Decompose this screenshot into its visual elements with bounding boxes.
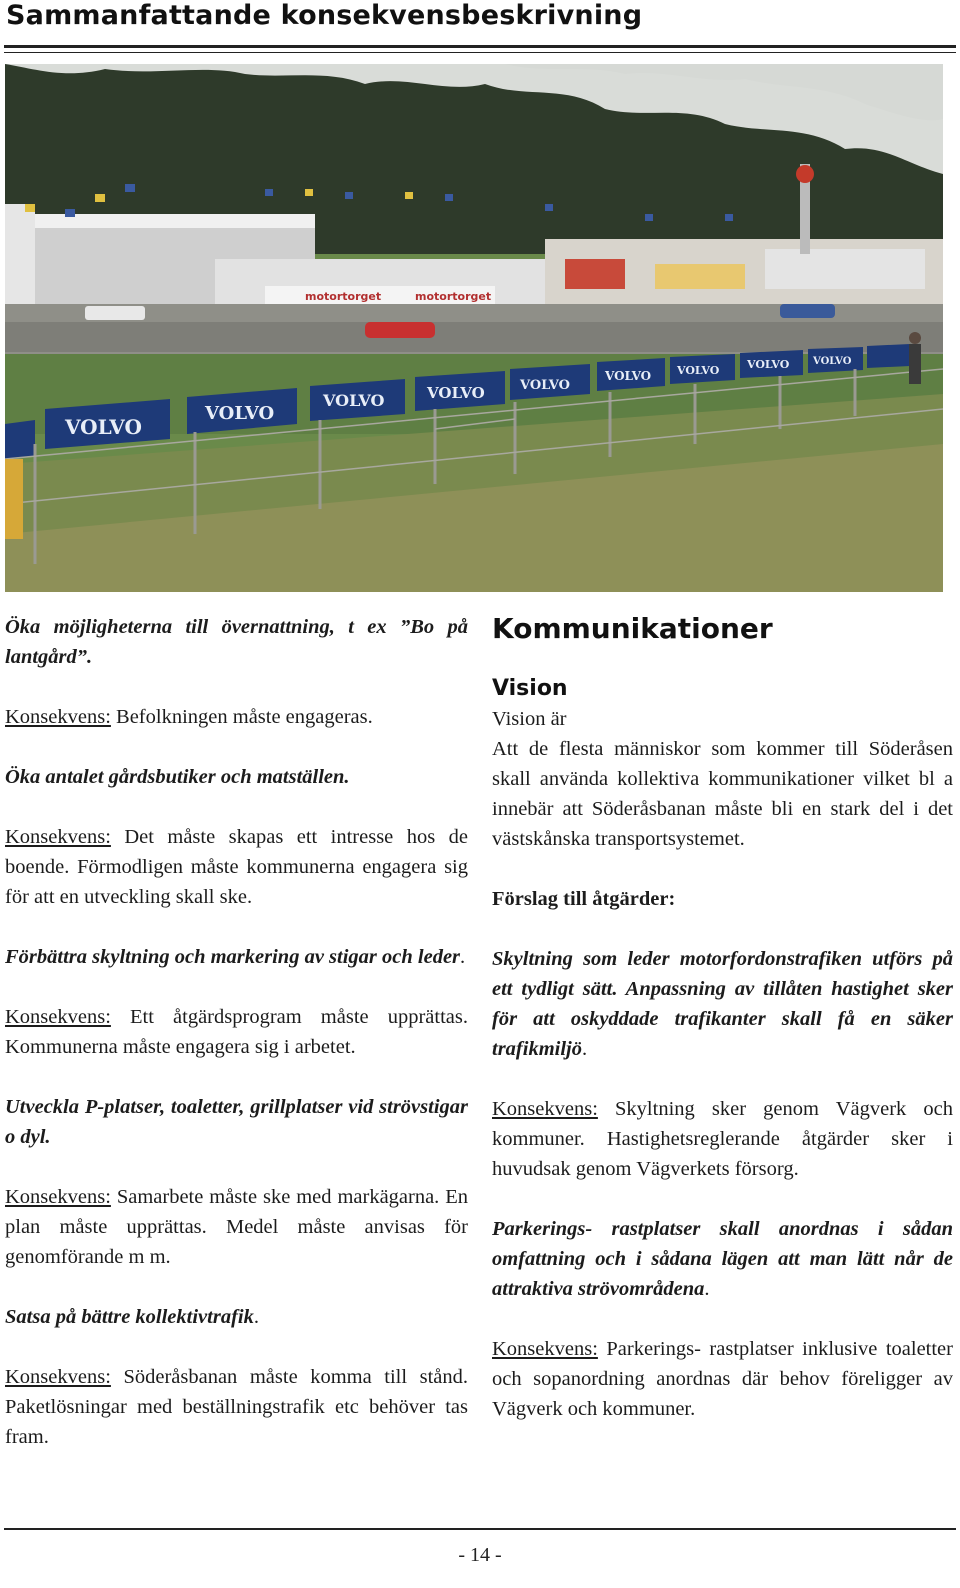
consequence-text: Parkerings- rastplatser inklusive toaletter och sopanordning anordnas där behov föreligger av Vägverk och kommuner. xyxy=(492,1338,953,1420)
proposal-farmshops xyxy=(5,762,468,792)
proposal-heading: Skyltning som leder motorfordonstrafiken utförs på ett tydligt sätt. Anpassning av tillåten hastighet sker för att oskyddade trafikanter skall få en säker trafikmiljö xyxy=(492,948,953,1060)
proposal-transit xyxy=(5,1302,468,1332)
consequence-text: Samarbete måste ske med markägarna. En plan måste upprättas. Medel måste anvisas för genomförande m m. xyxy=(5,1186,468,1268)
banner-volvo-4: VOLVO xyxy=(427,384,485,402)
consequence-text: Skyltning sker genom Vägverk och kommuner. Hastighetsreglerande åtgärder sker i huvudsak genom Vägverkets försorg. xyxy=(492,1098,953,1180)
footer-rule xyxy=(4,1528,956,1530)
banner-volvo-1: VOLVO xyxy=(65,415,142,439)
header-rule xyxy=(4,45,956,48)
proposal-heading: Öka möjligheterna till övernattning, t ex ”Bo på lantgård”. xyxy=(5,616,468,668)
proposal-tail: . xyxy=(460,946,466,968)
consequence-text: Söderåsbanan måste komma till stånd. Paketlösningar med beställningstrafik etc behöver tas fram. xyxy=(5,1366,468,1448)
proposal-heading: Öka antalet gårdsbutiker och matställen. xyxy=(5,766,350,788)
page-title: Sammanfattande konsekvensbeskrivning xyxy=(6,0,643,31)
proposals-heading: Förslag till åtgärder: xyxy=(492,888,676,910)
section-heading: Kommunikationer xyxy=(492,612,773,645)
consequence-paragraph xyxy=(492,1334,953,1424)
proposal-overnight xyxy=(5,612,468,672)
consequence-label: Konsekvens: xyxy=(5,706,111,728)
consequence-paragraph xyxy=(5,702,468,732)
proposal-parking xyxy=(5,1092,468,1152)
consequence-paragraph xyxy=(492,1094,953,1184)
consequence-paragraph xyxy=(5,1362,468,1452)
proposal-signage xyxy=(5,942,468,972)
consequence-text: Det måste skapas ett intresse hos de boende. Förmodligen måste kommunerna engagera sig för att en utveckling skall ske. xyxy=(5,826,468,908)
consequence-label: Konsekvens: xyxy=(5,1186,111,1208)
consequence-label: Konsekvens: xyxy=(5,1006,111,1028)
right-column xyxy=(492,612,953,1424)
proposal-tail: . xyxy=(704,1278,710,1300)
banner-volvo-3: VOLVO xyxy=(323,391,385,410)
consequence-paragraph xyxy=(5,822,468,912)
proposal-heading: Förbättra skyltning och markering av stigar och leder xyxy=(5,946,461,968)
banner-volvo-6: VOLVO xyxy=(605,369,652,383)
proposal-rest-areas xyxy=(492,1214,953,1304)
sign-motortorget-2: motortorget xyxy=(415,290,492,303)
sign-motortorget: motortorget xyxy=(305,290,382,303)
consequence-label: Konsekvens: xyxy=(5,826,111,848)
vision-text: Att de flesta människor som kommer till Söderåsen skall använda kollektiva kommunikationer vilket bl a innebär att Söderåsbanan måste bli en stark del i det västskånska transportsystemet. xyxy=(492,738,953,850)
proposal-traffic-signage xyxy=(492,944,953,1064)
banner-volvo-9: VOLVO xyxy=(813,356,852,367)
consequence-label: Konsekvens: xyxy=(492,1338,598,1360)
proposal-heading: Satsa på bättre kollektivtrafik xyxy=(5,1306,254,1328)
banner-volvo-2: VOLVO xyxy=(205,403,275,424)
vision-intro: Vision är xyxy=(492,708,567,730)
consequence-text: Befolkningen måste engageras. xyxy=(110,706,373,728)
proposal-heading: Utveckla P-platser, toaletter, grillplatser vid strövstigar o dyl. xyxy=(5,1096,468,1148)
consequence-text: Ett åtgärdsprogram måste upprättas. Kommunerna måste engagera sig i arbetet. xyxy=(5,1006,468,1058)
page-number: - 14 - xyxy=(458,1544,502,1566)
banner-volvo-8: VOLVO xyxy=(747,358,790,371)
proposal-tail: . xyxy=(581,1038,588,1060)
left-column xyxy=(5,612,468,1452)
consequence-label: Konsekvens: xyxy=(492,1098,598,1120)
banner-volvo-5: VOLVO xyxy=(520,378,570,393)
banner-volvo-7: VOLVO xyxy=(677,364,720,377)
consequence-paragraph xyxy=(5,1182,468,1272)
proposal-tail: . xyxy=(253,1306,259,1328)
racetrack-photo xyxy=(5,64,943,592)
header-rule-thin xyxy=(4,52,956,53)
consequence-paragraph xyxy=(5,1002,468,1062)
consequence-label: Konsekvens: xyxy=(5,1366,111,1388)
proposal-heading: Parkerings- rastplatser skall anordnas i sådan omfattning och i sådana lägen att man lätt når de attraktiva strövområdena xyxy=(492,1218,953,1300)
subsection-heading: Vision xyxy=(492,676,568,701)
